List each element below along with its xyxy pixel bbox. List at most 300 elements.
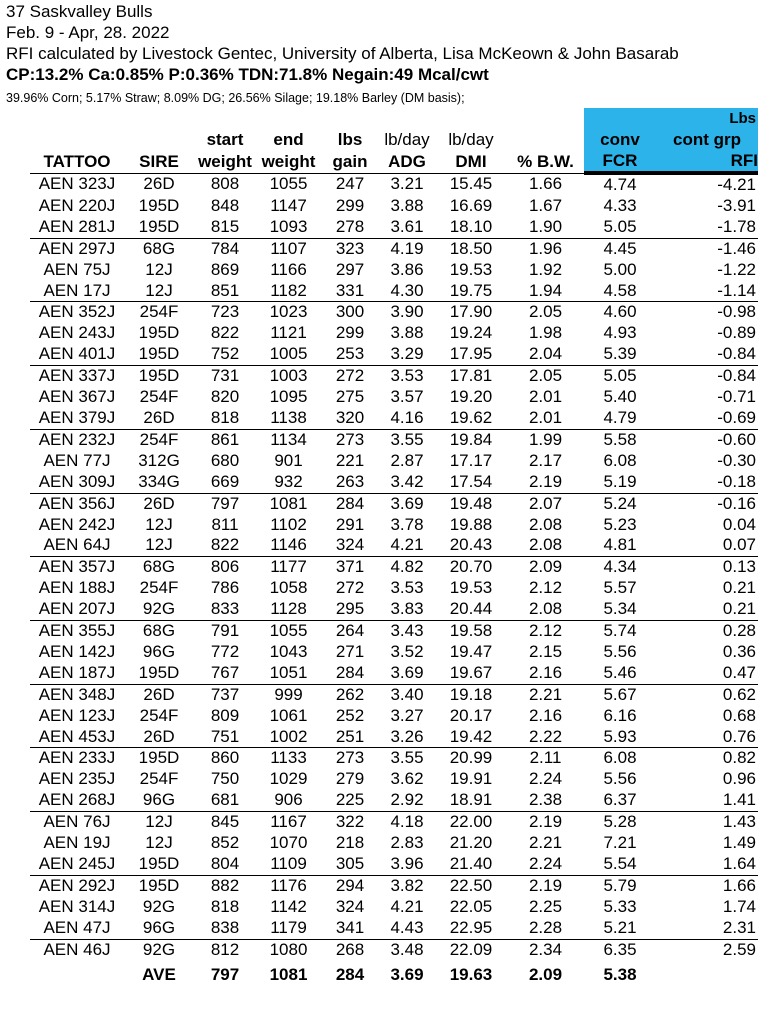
average-value: 797 (210, 964, 240, 984)
table-cell: 6.35 (584, 939, 656, 960)
table-cell: 26D (143, 407, 175, 427)
table-cell: 1138 (270, 407, 307, 427)
table-cell: 4.74 (603, 175, 637, 194)
table-cell: 92G (142, 896, 176, 916)
table-cell: -4.21 (717, 175, 756, 194)
table-cell: 12J (145, 280, 173, 300)
lbs-badge: Lbs (656, 108, 758, 129)
table-cell: 0.07 (722, 535, 756, 555)
table-cell: 271 (335, 641, 365, 661)
ration-analysis: CP:13.2% Ca:0.85% P:0.36% TDN:71.8% Negain:49 Mcal/cwt (6, 65, 489, 84)
table-row (30, 642, 758, 663)
table-cell: 254F (139, 769, 179, 789)
col-sire: SIRE (124, 150, 194, 173)
table-cell: 19.24 (449, 323, 493, 343)
table-row (30, 557, 758, 578)
table-cell: 2.08 (528, 514, 563, 534)
average-value: 284 (335, 964, 365, 984)
col-lbs-top: lbs (337, 130, 363, 149)
table-cell: 1179 (270, 917, 307, 937)
col-rfi: RFI (656, 150, 758, 173)
table-cell: 1109 (270, 854, 307, 873)
table-row (30, 748, 758, 769)
table-cell: -0.18 (717, 471, 756, 491)
table-cell: 3.42 (390, 471, 424, 491)
table-cell: 5.57 (603, 578, 637, 598)
table-cell: 5.05 (584, 366, 656, 387)
table-cell: 195D (138, 323, 180, 343)
table-cell: 0.96 (722, 769, 756, 789)
table-row (30, 429, 758, 450)
table-cell: 1.64 (722, 854, 756, 873)
table-cell: 68G (124, 238, 194, 259)
table-cell: 2.19 (507, 875, 584, 896)
table-cell: 1051 (269, 662, 308, 682)
table-cell: 19.48 (435, 493, 507, 514)
table-cell: 19.84 (435, 429, 507, 450)
table-cell: 3.96 (390, 854, 424, 873)
table-row (30, 727, 758, 748)
table-cell: 860 (194, 748, 256, 769)
table-cell: 0.28 (656, 621, 758, 642)
table-cell: AEN 187J (38, 662, 116, 682)
table-cell: 0.21 (722, 599, 756, 619)
table-cell: 19.18 (435, 684, 507, 705)
table-cell: 0.21 (722, 578, 756, 598)
table-cell: 2.16 (528, 705, 563, 725)
table-cell: AEN 337J (30, 366, 124, 387)
table-cell: 19.62 (449, 407, 493, 427)
table-cell: 20.70 (435, 557, 507, 578)
table-row (30, 812, 758, 833)
table-cell: 901 (274, 450, 303, 470)
table-cell: 751 (210, 726, 240, 746)
table-cell: 272 (321, 366, 379, 387)
table-cell: 772 (210, 641, 240, 661)
table-cell: 254F (124, 302, 194, 323)
table-cell: 5.54 (603, 854, 637, 873)
table-cell: 1.67 (528, 195, 563, 215)
table-cell: 299 (335, 323, 365, 343)
table-cell: 247 (335, 174, 365, 194)
table-cell: 371 (321, 557, 379, 578)
table-cell: 12J (145, 535, 173, 555)
table-cell: -0.60 (656, 429, 758, 450)
table-cell: 195D (138, 854, 180, 873)
table-body (30, 173, 758, 961)
table-cell: 3.82 (379, 875, 435, 896)
table-cell: 22.50 (435, 875, 507, 896)
table-row (30, 173, 758, 196)
table-cell: 869 (210, 259, 240, 279)
table-cell: 5.93 (603, 726, 637, 746)
average-value: 3.69 (390, 964, 424, 984)
table-cell: 1167 (256, 812, 321, 833)
table-cell: 1.41 (722, 790, 756, 810)
table-cell: -0.30 (717, 450, 756, 470)
table-cell: 818 (210, 896, 240, 916)
table-cell: 12J (145, 833, 173, 853)
average-value: 5.38 (603, 964, 637, 984)
table-cell: AEN 357J (30, 557, 124, 578)
table-cell: 273 (321, 748, 379, 769)
table-cell: 2.22 (528, 726, 563, 746)
table-cell: 2.16 (528, 662, 563, 682)
table-cell: 851 (210, 280, 240, 300)
table-cell: 26D (124, 493, 194, 514)
table-cell: 1081 (256, 493, 321, 514)
col-pct-bw: % B.W. (507, 150, 584, 173)
table-cell: 3.55 (379, 748, 435, 769)
table-cell: 5.79 (584, 875, 656, 896)
table-row (30, 535, 758, 556)
table-cell: 752 (210, 344, 240, 364)
table-cell: 0.62 (656, 684, 758, 705)
table-cell: 906 (274, 790, 303, 810)
table-cell: 797 (194, 493, 256, 514)
table-cell: 5.40 (603, 387, 637, 407)
table-cell: 820 (210, 387, 240, 407)
table-cell: 2.12 (528, 578, 563, 598)
table-cell: -0.89 (717, 323, 756, 343)
table-cell: 5.00 (603, 259, 637, 279)
table-cell: -0.98 (656, 302, 758, 323)
table-cell: 299 (335, 195, 365, 215)
table-cell: 5.33 (603, 896, 637, 916)
table-cell: 5.67 (584, 684, 656, 705)
table-cell: AEN 356J (30, 493, 124, 514)
table-cell: 20.99 (435, 748, 507, 769)
col-fcr: FCR (584, 150, 656, 173)
rfi-credit: RFI calculated by Livestock Gentec, University of Alberta, Lisa McKeown & John Basarab (6, 44, 679, 63)
table-cell: 1.99 (507, 429, 584, 450)
table-cell: -0.84 (656, 366, 758, 387)
table-row (30, 451, 758, 472)
table-cell: 195D (138, 195, 180, 215)
table-cell: AEN 242J (38, 514, 116, 534)
table-cell: 1043 (269, 641, 308, 661)
table-cell: AEN 75J (43, 259, 111, 279)
table-cell: 731 (194, 366, 256, 387)
table-cell: 2.07 (507, 493, 584, 514)
table-cell: 812 (194, 939, 256, 960)
table-cell: 26D (143, 726, 175, 746)
table-cell: 3.83 (390, 599, 424, 619)
table-cell: 3.29 (390, 344, 424, 364)
table-cell: AEN 207J (38, 599, 116, 619)
table-cell: AEN 77J (43, 450, 111, 470)
table-row (30, 366, 758, 387)
table-cell: 92G (124, 939, 194, 960)
header-row-top (30, 129, 758, 150)
table-cell: 19.88 (449, 514, 493, 534)
table-cell: AEN 235J (38, 769, 116, 789)
table-row (30, 939, 758, 960)
table-cell: 2.04 (528, 344, 563, 364)
table-cell: 96G (142, 790, 176, 810)
table-cell: 4.45 (584, 238, 656, 259)
table-cell: 1005 (269, 344, 308, 364)
table-cell: 3.52 (390, 641, 424, 661)
table-cell: 3.88 (390, 195, 424, 215)
table-cell: 96G (142, 641, 176, 661)
table-cell: 2.15 (528, 641, 563, 661)
table-cell: 1.96 (507, 238, 584, 259)
table-cell: 2.19 (528, 471, 563, 491)
table-cell: 3.86 (390, 259, 424, 279)
table-row (30, 387, 758, 408)
average-value (656, 961, 758, 989)
table-cell: 15.45 (449, 174, 493, 194)
table-cell: 96G (142, 917, 176, 937)
table-row (30, 281, 758, 302)
table-cell: 4.30 (390, 280, 424, 300)
table-cell: 3.57 (390, 387, 424, 407)
table-cell: 784 (194, 238, 256, 259)
table-cell: 19.58 (435, 621, 507, 642)
table-cell: 2.01 (528, 387, 563, 407)
table-row (30, 217, 758, 238)
table-row (30, 897, 758, 918)
table-cell: 3.27 (390, 705, 424, 725)
table-cell: 273 (321, 429, 379, 450)
table-cell: AEN 401J (38, 344, 116, 364)
table-cell: 2.19 (507, 812, 584, 833)
table-cell: 3.69 (379, 493, 435, 514)
table-cell: 279 (335, 769, 365, 789)
table-cell: 1166 (270, 259, 307, 279)
table-cell: 300 (321, 302, 379, 323)
table-cell: 2.92 (390, 790, 424, 810)
table-row (30, 302, 758, 323)
average-value: 19.63 (449, 964, 493, 984)
table-cell: 17.81 (435, 366, 507, 387)
col-start-weight: weight (194, 150, 256, 173)
table-cell: 4.93 (603, 323, 637, 343)
table-cell: 2.21 (507, 684, 584, 705)
table-cell: 17.90 (435, 302, 507, 323)
table-cell: 808 (210, 174, 240, 194)
table-cell: 5.46 (603, 662, 637, 682)
table-cell: AEN 245J (38, 854, 116, 873)
table-row (30, 408, 758, 429)
table-cell: 252 (335, 705, 365, 725)
table-cell: 669 (210, 471, 240, 491)
table-cell: 1095 (269, 387, 308, 407)
table-cell: 6.37 (603, 790, 637, 810)
table-cell: 3.43 (379, 621, 435, 642)
table-cell: AEN 220J (38, 195, 116, 215)
table-cell: 312G (138, 450, 180, 470)
table-cell: 195D (124, 748, 194, 769)
table-cell: 1029 (269, 769, 308, 789)
table-cell: AEN 232J (30, 429, 124, 450)
table-cell: 1003 (256, 366, 321, 387)
table-cell: 2.21 (528, 833, 563, 853)
table-cell: AEN 348J (30, 684, 124, 705)
table-cell: 1058 (269, 578, 308, 598)
table-cell: 324 (335, 896, 365, 916)
table-cell: 1.94 (528, 280, 563, 300)
table-cell: 3.26 (390, 726, 424, 746)
col-rfi-top: cont grp (656, 129, 758, 150)
table-cell: AEN 46J (30, 939, 124, 960)
table-cell: 1.98 (528, 323, 563, 343)
table-cell: 4.82 (379, 557, 435, 578)
table-cell: 295 (335, 599, 365, 619)
table-cell: 0.76 (722, 726, 756, 746)
table-cell: 19.20 (449, 387, 493, 407)
table-cell: 254F (139, 705, 179, 725)
table-cell: 3.61 (390, 216, 424, 236)
table-cell: 767 (210, 662, 240, 682)
bull-performance-table (30, 108, 758, 989)
col-end-weight: weight (256, 150, 321, 173)
col-adg-top: lb/day (384, 130, 430, 149)
table-cell: 845 (194, 812, 256, 833)
table-cell: 2.24 (528, 769, 563, 789)
table-cell: 225 (335, 790, 365, 810)
table-cell: AEN 379J (38, 407, 116, 427)
average-value: 1081 (269, 964, 308, 984)
table-cell: 297 (335, 259, 365, 279)
table-cell: 254F (139, 387, 179, 407)
table-cell: 1102 (270, 514, 307, 534)
table-cell: 848 (210, 195, 240, 215)
table-row (30, 196, 758, 217)
table-cell: 3.48 (379, 939, 435, 960)
table-cell: 5.19 (603, 471, 637, 491)
table-cell: AEN 323J (38, 174, 116, 194)
table-cell: -1.22 (717, 259, 756, 279)
table-cell: 1176 (256, 875, 321, 896)
table-cell: AEN 19J (43, 833, 111, 853)
table-cell: 21.20 (449, 833, 493, 853)
table-cell: 4.58 (603, 280, 637, 300)
table-cell: 19.47 (449, 641, 493, 661)
table-cell: AEN 453J (38, 726, 116, 746)
table-cell: 3.78 (390, 514, 424, 534)
table-cell: 5.34 (603, 599, 637, 619)
table-cell: 12J (145, 259, 173, 279)
table-cell: 1.66 (528, 174, 563, 194)
table-cell: 17.95 (449, 344, 493, 364)
table-cell: 5.74 (584, 621, 656, 642)
table-cell: 195D (124, 875, 194, 896)
table-cell: AEN 142J (38, 641, 116, 661)
table-cell: 68G (124, 621, 194, 642)
table-cell: 19.53 (449, 259, 493, 279)
average-section (30, 961, 758, 989)
table-cell: 195D (138, 344, 180, 364)
table-row (30, 515, 758, 536)
table-cell: AEN 309J (38, 471, 116, 491)
table-cell: 786 (210, 578, 240, 598)
table-row (30, 854, 758, 875)
table-cell: 275 (335, 387, 365, 407)
table-cell: 221 (335, 450, 365, 470)
table-cell: 341 (335, 917, 365, 937)
table-cell: 4.16 (390, 407, 424, 427)
table-cell: -0.16 (656, 493, 758, 514)
table-cell: 195D (124, 366, 194, 387)
col-start-top: start (206, 130, 244, 149)
table-row (30, 663, 758, 684)
table-cell: 811 (211, 514, 239, 534)
table-cell: 1107 (256, 238, 321, 259)
table-cell: 1.90 (528, 216, 563, 236)
table-cell: 305 (335, 854, 365, 873)
table-cell: AEN 297J (30, 238, 124, 259)
table-cell: 2.38 (528, 790, 563, 810)
table-cell: 1023 (256, 302, 321, 323)
table-cell: 18.91 (449, 790, 493, 810)
table-cell: 2.08 (528, 599, 563, 619)
table-cell: 17.54 (449, 471, 493, 491)
table-cell: 278 (335, 216, 365, 236)
table-cell: 2.05 (507, 366, 584, 387)
table-cell: 92G (142, 599, 176, 619)
table-cell: 1070 (269, 833, 308, 853)
table-cell: 19.75 (449, 280, 493, 300)
table-cell: 6.08 (584, 748, 656, 769)
table-cell: 833 (210, 599, 240, 619)
table-cell: 5.05 (603, 216, 637, 236)
table-cell: 3.53 (390, 578, 424, 598)
table-cell: 272 (335, 578, 365, 598)
table-cell: 195D (138, 662, 180, 682)
table-row (30, 790, 758, 811)
table-cell: 320 (335, 407, 365, 427)
table-cell: 2.12 (507, 621, 584, 642)
table-cell: -0.71 (717, 387, 756, 407)
table-cell: 6.16 (603, 705, 637, 725)
table-cell: 5.39 (603, 344, 637, 364)
table-cell: 331 (335, 280, 365, 300)
table-cell: 737 (194, 684, 256, 705)
table-cell: AEN 233J (30, 748, 124, 769)
table-cell: 815 (210, 216, 240, 236)
table-cell: 861 (194, 429, 256, 450)
table-cell: AEN 355J (30, 621, 124, 642)
table-cell: 2.09 (507, 557, 584, 578)
table-cell: 1121 (270, 323, 307, 343)
table-cell: 268 (321, 939, 379, 960)
table-cell: 4.79 (603, 407, 637, 427)
table-cell: 791 (194, 621, 256, 642)
col-adg: ADG (379, 150, 435, 173)
table-cell: 4.21 (390, 896, 424, 916)
table-cell: 1055 (269, 174, 308, 194)
table-cell: AEN 47J (43, 917, 111, 937)
table-cell: 804 (210, 854, 240, 873)
table-cell: 12J (145, 514, 173, 534)
table-cell: 262 (321, 684, 379, 705)
table-cell: 18.50 (435, 238, 507, 259)
table-cell: 0.47 (722, 662, 756, 682)
table-cell: 19.53 (449, 578, 493, 598)
table-cell: 1134 (256, 429, 321, 450)
table-cell: 5.24 (584, 493, 656, 514)
table-row (30, 684, 758, 705)
table-cell: 1093 (269, 216, 308, 236)
table-cell: 5.58 (584, 429, 656, 450)
table-cell: 3.62 (390, 769, 424, 789)
table-cell: 323 (321, 238, 379, 259)
table-row (30, 918, 758, 939)
table-cell: 3.21 (390, 174, 424, 194)
col-dmi-top: lb/day (448, 130, 494, 149)
